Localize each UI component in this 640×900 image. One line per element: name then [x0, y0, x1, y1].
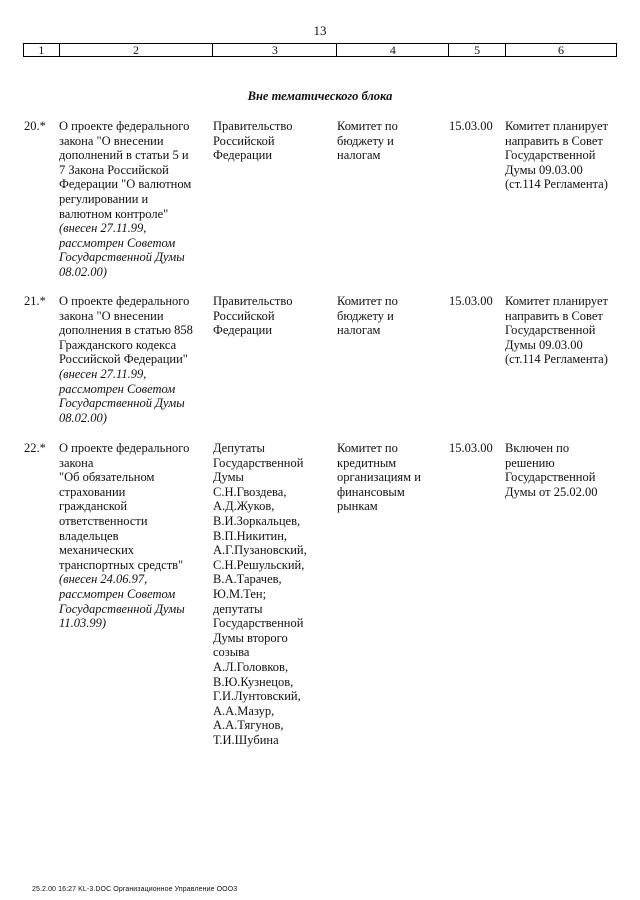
responsible-committee	[337, 119, 443, 163]
submission-note-line: Государственной Думы	[59, 250, 185, 265]
bill-author-line: Думы	[213, 470, 244, 485]
bill-author-line: В.Ю.Кузнецов,	[213, 674, 294, 689]
responsible-committee-line: налогам	[337, 323, 381, 338]
bill-author	[213, 441, 331, 747]
bill-title-line: "Об обязательном	[59, 470, 155, 485]
review-date	[449, 441, 501, 456]
bill-title-line: владельцев	[59, 528, 119, 543]
bill-status-line: Комитет планирует	[505, 294, 608, 308]
bill-status-line: Думы 09.03.00	[505, 162, 583, 177]
bill-status	[505, 441, 625, 499]
bill-author-line: С.Н.Гвоздева,	[213, 484, 287, 499]
responsible-committee-line: Комитет по	[337, 294, 398, 308]
row-number-line: 20.*	[24, 119, 46, 133]
bill-author-line: А.А.Мазур,	[213, 703, 275, 718]
submission-note-line: Государственной Думы	[59, 601, 185, 616]
bill-title-line: закона "О внесении	[59, 133, 164, 148]
column-number-6: 6	[557, 43, 564, 57]
bill-author-line: С.Н.Решульский,	[213, 557, 305, 572]
bill-author-line: А.А.Тягунов,	[213, 718, 284, 733]
submission-note-line: рассмотрен Советом	[59, 586, 176, 601]
bill-status-line: (ст.114 Регламента)	[505, 177, 608, 192]
responsible-committee-line: кредитным	[337, 455, 397, 470]
bill-author-line: Правительство	[213, 294, 293, 308]
bill-author	[213, 119, 331, 163]
row-number	[24, 294, 56, 309]
submission-note-line: рассмотрен Советом	[59, 381, 176, 396]
bill-author-line: Т.И.Шубина	[213, 732, 279, 747]
review-date	[449, 119, 501, 134]
bill-author-line: В.П.Никитин,	[213, 528, 288, 543]
bill-author-line: Депутаты	[213, 441, 265, 455]
bill-status-line: направить в Совет	[505, 308, 603, 323]
page-number: 13	[313, 23, 327, 38]
bill-title-line: транспортных средств"	[59, 557, 184, 572]
bill-author-line: Г.И.Лунтовский,	[213, 689, 301, 704]
bill-author-line: Государственной	[213, 455, 304, 470]
bill-title-line: закона "О внесении	[59, 308, 164, 323]
responsible-committee-line: налогам	[337, 148, 381, 163]
submission-note-line: 08.02.00)	[59, 410, 107, 425]
bill-author-line: В.А.Тарачев,	[213, 572, 282, 587]
responsible-committee-line: бюджету и	[337, 308, 394, 323]
bill-title-line: О проекте федерального	[59, 294, 190, 308]
bill-author-line: В.И.Зоркальцев,	[213, 513, 301, 528]
bill-title-line: Гражданского кодекса	[59, 337, 177, 352]
column-number-2: 2	[60, 44, 214, 56]
bill-status-line: направить в Совет	[505, 133, 603, 148]
bill-status-line: Государственной	[505, 148, 596, 163]
bill-status-line: Думы 09.03.00	[505, 337, 583, 352]
bill-title-line: закона	[59, 455, 94, 470]
bill-title-line: Российской Федерации"	[59, 352, 188, 367]
bill-status-line: Включен по	[505, 441, 570, 455]
submission-note-line: (внесен 24.06.97,	[59, 572, 148, 587]
submission-note-line: рассмотрен Советом	[59, 235, 176, 250]
responsible-committee-line: рынкам	[337, 499, 378, 514]
bill-title	[59, 119, 207, 280]
submission-note-line: (внесен 27.11.99,	[59, 366, 147, 381]
column-number-1: 1	[24, 44, 60, 56]
bill-status-line: Государственной	[505, 470, 596, 485]
responsible-committee-line: бюджету и	[337, 133, 394, 148]
row-number	[24, 119, 56, 134]
submission-note-line: 08.02.00)	[59, 264, 107, 279]
bill-author-line: А.Д.Жуков,	[213, 499, 275, 514]
row-number-line: 22.*	[24, 441, 46, 455]
bill-status-line: Государственной	[505, 323, 596, 338]
row-number	[24, 441, 56, 456]
bill-title-line: дополнений в статьи 5 и	[59, 148, 189, 163]
bill-status	[505, 294, 625, 367]
bill-title-line: ответственности	[59, 513, 148, 528]
bill-title-line: валютном контроле"	[59, 206, 169, 221]
bill-status-line: (ст.114 Регламента)	[505, 352, 608, 367]
bill-author-line: Федерации	[213, 148, 273, 163]
row-number-line: 21.*	[24, 294, 46, 308]
responsible-committee	[337, 294, 443, 338]
bill-title-line: О проекте федерального	[59, 119, 190, 133]
bill-author-line: Федерации	[213, 323, 273, 338]
bill-author-line: А.Г.Пузановский,	[213, 543, 307, 558]
submission-note-line: Государственной Думы	[59, 396, 185, 411]
submission-note-line: (внесен 27.11.99,	[59, 221, 147, 236]
bill-author-line: созыва	[213, 645, 250, 660]
review-date-line: 15.03.00	[449, 119, 493, 133]
bill-title-line: страховании	[59, 484, 126, 499]
responsible-committee-line: Комитет по	[337, 119, 398, 133]
column-number-5: 5	[449, 44, 506, 56]
column-number-3: 3	[213, 44, 337, 56]
bill-title-line: 7 Закона Российской	[59, 162, 169, 177]
submission-note-line: 11.03.99)	[59, 616, 106, 631]
responsible-committee-line: организациям и	[337, 470, 421, 485]
bill-status	[505, 119, 625, 192]
responsible-committee	[337, 441, 443, 514]
bill-title-line: дополнения в статью 858	[59, 323, 193, 338]
bill-title-line: О проекте федерального	[59, 441, 190, 455]
bill-title-line: механических	[59, 543, 135, 558]
bill-author-line: Российской	[213, 133, 275, 148]
bill-status-line: Комитет планирует	[505, 119, 608, 133]
bill-title	[59, 294, 207, 425]
bill-author-line: Ю.М.Тен;	[213, 586, 267, 601]
bill-author-line: Российской	[213, 308, 275, 323]
bill-author-line: депутаты	[213, 601, 263, 616]
column-number-4: 4	[337, 44, 449, 56]
bill-title-line: регулировании и	[59, 191, 149, 206]
bill-status-line: Думы от 25.02.00	[505, 484, 598, 499]
column-number-header	[23, 43, 617, 57]
review-date-line: 15.03.00	[449, 294, 493, 308]
bill-status-line: решению	[505, 455, 555, 470]
bill-author-line: А.Л.Головков,	[213, 659, 289, 674]
review-date-line: 15.03.00	[449, 441, 493, 455]
bill-author	[213, 294, 331, 338]
bill-title-line: Федерации "О валютном	[59, 177, 192, 192]
bill-author-line: Правительство	[213, 119, 293, 133]
bill-author-line: Думы второго	[213, 630, 288, 645]
responsible-committee-line: Комитет по	[337, 441, 398, 455]
responsible-committee-line: финансовым	[337, 484, 405, 499]
bill-author-line: Государственной	[213, 616, 304, 631]
bill-title-line: гражданской	[59, 499, 128, 514]
bill-title	[59, 441, 207, 631]
page-footer: 25.2.00 16:27 KL-3.DOC Организационное Управление ООО3	[32, 886, 238, 893]
section-title: Вне тематического блока	[247, 89, 393, 103]
review-date	[449, 294, 501, 309]
